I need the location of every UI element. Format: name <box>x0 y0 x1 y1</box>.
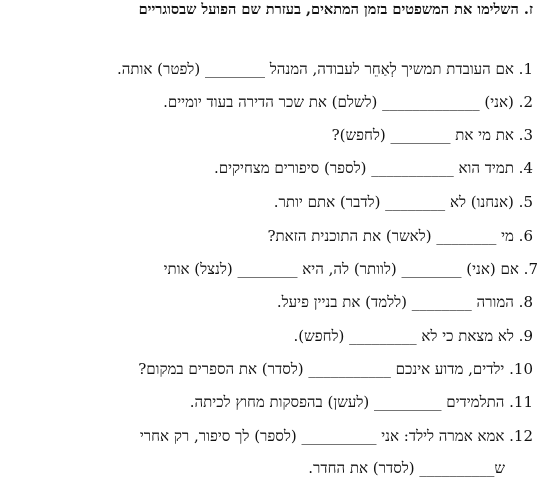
sentence-5: 5. (אנחנו) לא ________ (לדבר) אתם יותר. <box>273 193 533 211</box>
sentence-6: 6. מי ________ (לאשר) את התוכנית הזאת? <box>267 227 533 245</box>
sentence-10: 10. ילדים, מדוע אינכם ___________ (לסדר) את הספרים במקום? <box>138 360 533 378</box>
sentence-2: 2. (אני) _____________ (לשלם) את שכר הדירה בעוד יומיים. <box>163 93 533 111</box>
sentence-12: 12. אמא אמרה לילד: אני __________ (לספר) לך סיפור, רק אחרי <box>139 427 533 445</box>
exercise-title: ז. השלימו את המשפטים בזמן המתאים, בעזרת שם הפועל שבסוגריים <box>138 1 533 18</box>
sentence-11: 11. התלמידים _________ (לעשן) בהפסקות מחוץ לכיתה. <box>189 393 533 411</box>
sentence-8: 8. המורה ________ (ללמד) את בניין פיעל. <box>276 293 533 311</box>
sentence-1: 1. אם העובדת תמשיך לְאַחֵר לעבודה, המנהל ________ (לפטר) אותה. <box>117 60 533 78</box>
sentence-9: 9. לא מצאת כי לא _________ (לחפש). <box>293 327 533 345</box>
sentence-12-continuation: ש__________ (לסדר) את החדר. <box>308 459 505 477</box>
sentence-3: 3. את מי את ________ (לחפש)? <box>331 126 533 144</box>
sentence-4: 4. תמיד הוא ___________ (לספר) סיפורים מצחיקים. <box>213 159 533 177</box>
sentence-7: 7. אם (אני) ________ (לוותר) לה, היא ________ (לנצל) אותי <box>163 260 538 278</box>
